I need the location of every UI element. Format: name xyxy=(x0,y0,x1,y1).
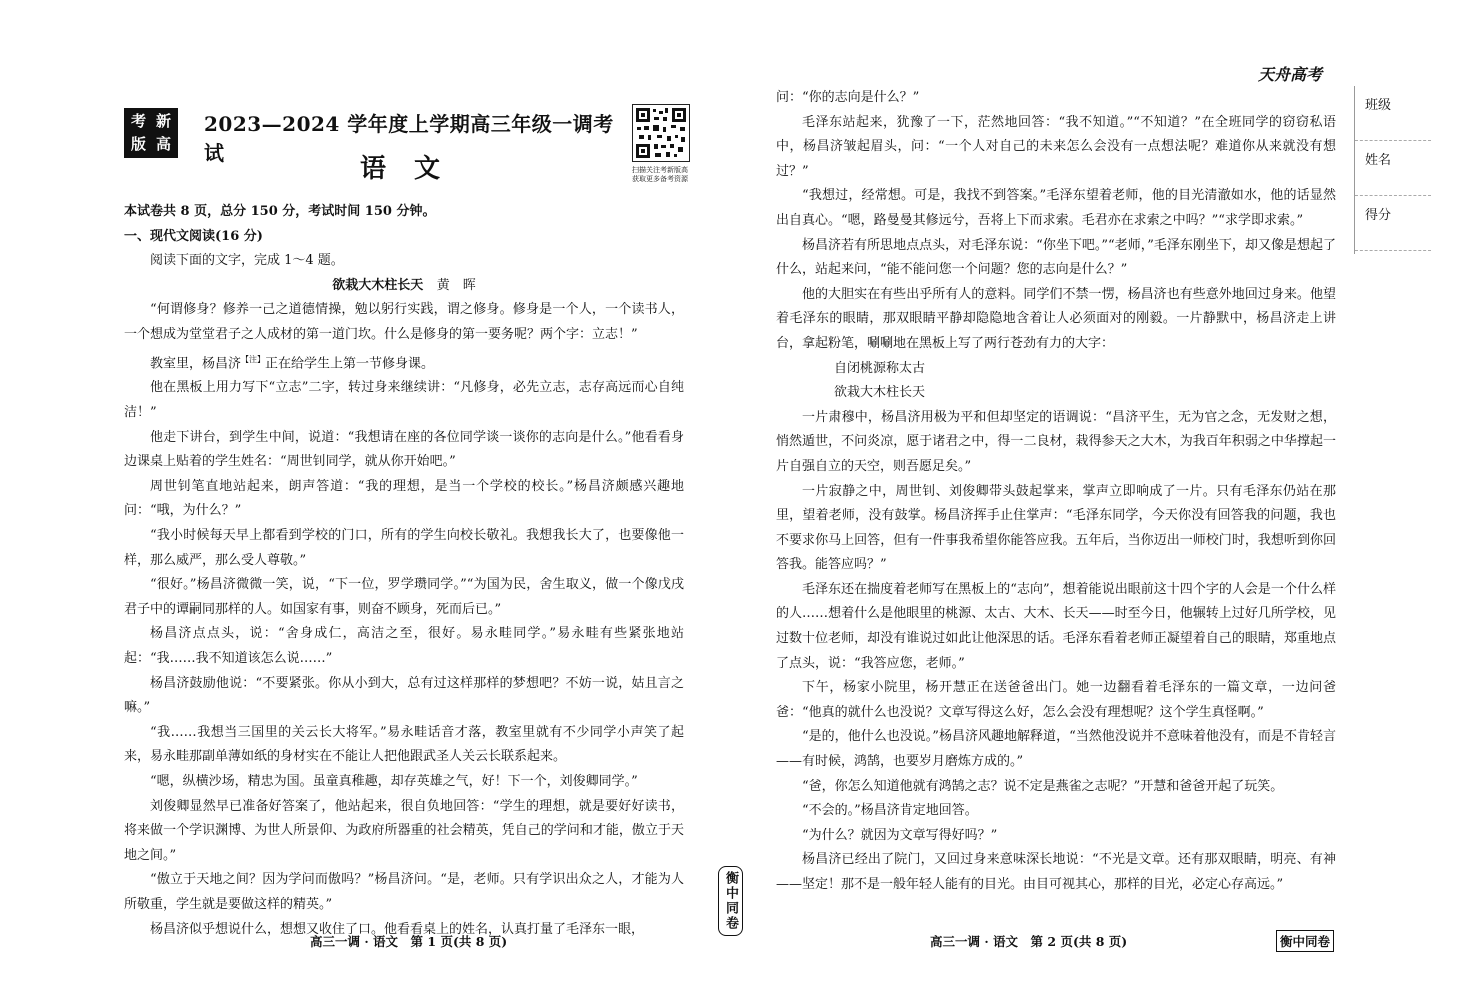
logo-char: 新 xyxy=(155,112,171,130)
class-label: 班级 xyxy=(1365,98,1392,113)
article-paragraph: 问：“你的志向是什么？” xyxy=(776,90,920,105)
article-paragraph: 下午，杨家小院里，杨开慧正在送爸爸出门。她一边翻看着毛泽东的一篇文章，一边问爸爸：“他真的就什么也没说？文章写得这么好，怎么会没有理想呢？这个学生真怪啊。” xyxy=(776,680,1336,720)
center-seal: 衡中同卷 xyxy=(718,866,743,936)
article-paragraph xyxy=(124,348,684,377)
footnote-marker[interactable]: 【注】 xyxy=(241,354,266,364)
score-field[interactable] xyxy=(1355,196,1431,251)
page-1-footer: 高三一调 · 语文 第 1 页(共 8 页) xyxy=(310,934,508,949)
name-field[interactable] xyxy=(1355,141,1431,196)
qr-caption: 获取更多备考资源 xyxy=(632,175,688,183)
qr-code-icon xyxy=(632,104,690,162)
name-label: 姓名 xyxy=(1365,153,1392,168)
qr-caption: 扫描关注考新版高 xyxy=(632,166,688,174)
article-paragraph: 杨昌济若有所思地点点头，对毛泽东说：“你坐下吧。”“老师，”毛泽东刚坐下，却又像是想起了什么，站起来问，“能不能问您一个问题？您的志向是什么？” xyxy=(776,237,1336,278)
article-paragraph: “很好。”杨昌济微微一笑，说，“下一位，罗学瓒同学。”“为国为民，舍生取义，做一个像戊戌君子中的谭嗣同那样的人。如国家有事，则奋不顾身，死而后已。” xyxy=(124,577,684,617)
article-paragraph: “是的，他什么也没说。”杨昌济风趣地解释道，“当然他没说并不意味着他没有，而是不肯轻言——有时候，鸿鹄，也要岁月磨炼方成的。” xyxy=(776,729,1336,770)
article-paragraph: 一片寂静之中，周世钊、刘俊卿带头鼓起掌来，掌声立即响成了一片。只有毛泽东仍站在那里，望着老师，没有鼓掌。杨昌济挥手止住掌声：“毛泽东同学，今天你没有回答我的问题，我也不要求你马上回答，但有一件事我希望你能答应我。五年后，当你迈出一师校门时，我想听到你回答我。能答应吗？” xyxy=(776,483,1336,573)
article-paragraph: “我小时候每天早上都看到学校的门口，所有的学生向校长敬礼。我想我长大了，也要像他一样，那么威严，那么受人尊敬。” xyxy=(124,528,684,568)
article-paragraph: 毛泽东站起来，犹豫了一下，茫然地回答：“我不知道。”“不知道？”在全班同学的窃窃私语中，杨昌济皱起眉头，问：“一个人对自己的未来怎么会没有一点想法呢？难道你从来就没有想过？” xyxy=(776,114,1336,179)
article-paragraph: “我……我想当三国里的关云长大将军。”易永畦话音才落，教室里就有不少同学小声笑了起来，易永畦那副单薄如纸的身材实在不能让人把他跟武圣人关云长联系起来。 xyxy=(124,724,684,765)
score-label: 得分 xyxy=(1365,208,1392,223)
article-paragraph: 杨昌济点点头，说：“舍身成仁，高洁之至，很好。易永畦同学。”易永畦有些紧张地站起：“我……我不知道该怎么说……” xyxy=(124,626,684,667)
article-paragraph: 刘俊卿显然早已准备好答案了，他站起来，很自负地回答：“学生的理想，就是要好好读书，将来做一个学识渊博、为世人所景仰、为政府所器重的社会精英，凭自己的学问和才能，傲立于天地之间。” xyxy=(124,798,684,863)
paragraph-text: 教室里，杨昌济 xyxy=(150,355,242,371)
page-1 xyxy=(124,200,684,942)
article-paragraph: “傲立于天地之间？因为学问而傲吗？”杨昌济问。“是，老师。只有学识出众之人，才能为人所敬重，学生就是要做这样的精英。” xyxy=(124,872,684,912)
article-paragraph: 一片肃穆中，杨昌济用极为平和但却坚定的语调说：“昌济平生，无为官之念，无发财之想，悄然遁世，不问炎凉，愿于诸君之中，得一二良材，栽得参天之大木，为我百年积弱之中华撑起一片自强自立的天空，则吾愿足矣。” xyxy=(776,409,1336,474)
article-paragraph: 毛泽东还在揣度着老师写在黑板上的“志向”，想着能说出眼前这十四个字的人会是一个什么样的人……想着什么是他眼里的桃源、太古、大木、长天——时至今日，他辗转上过好几所学校，见过数十位老师，却没有谁说过如此让他深思的话。毛泽东看着老师正凝望着自己的眼睛，郑重地点了点头，说：“我答应您，老师。” xyxy=(776,581,1336,671)
section-heading: 一、现代文阅读(16 分) xyxy=(124,228,263,244)
student-info-panel xyxy=(1354,86,1431,254)
page-2 xyxy=(776,86,1336,898)
poem-line: 欲栽大木柱长天 xyxy=(834,385,926,401)
article-paragraph: “不会的。”杨昌济肯定地回答。 xyxy=(802,803,978,819)
article-author: 黄 晖 xyxy=(436,277,476,293)
footer-stamp: 衡中同卷 xyxy=(1276,930,1334,952)
article-heading xyxy=(124,274,684,299)
logo-char: 高 xyxy=(155,135,171,153)
instruction: 阅读下面的文字，完成 1～4 题。 xyxy=(150,253,344,269)
article-paragraph: “爸，你怎么知道他就有鸿鹄之志？说不定是燕雀之志呢？”开慧和爸爸开起了玩笑。 xyxy=(802,778,1284,794)
article-paragraph: “嗯，纵横沙场，精忠为国。虽童真稚趣，却存英雄之气，好！下一个，刘俊卿同学。” xyxy=(150,773,638,789)
logo-char: 版 xyxy=(130,135,146,153)
article-paragraph: 杨昌济鼓励他说：“不要紧张。你从小到大，总有过这样那样的梦想吧？不妨一说，姑且言之嘛。” xyxy=(124,675,684,716)
subject-title: 语文 xyxy=(360,154,469,184)
poem-line: 自闭桃源称太古 xyxy=(834,360,926,376)
class-field[interactable] xyxy=(1355,86,1431,141)
article-paragraph: “我想过，经常想。可是，我找不到答案。”毛泽东望着老师，他的目光清澈如水，他的话显然出自真心。“嗯，路曼曼其修远兮，吾将上下而求索。毛君亦在求索之中吗？”“求学即求索。” xyxy=(776,188,1336,228)
exam-intro: 本试卷共 8 页，总分 150 分，考试时间 150 分钟。 xyxy=(124,204,436,219)
logo-char: 考 xyxy=(130,112,146,130)
brand-logo: 天舟高考 xyxy=(1258,65,1323,84)
article-paragraph: 他在黑板上用力写下“立志”二字，转过身来继续讲：“凡修身，必先立志，志存高远而心自纯洁！” xyxy=(124,380,684,421)
article-paragraph: 杨昌济已经出了院门，又回过身来意味深长地说：“不光是文章。还有那双眼睛，明亮、有神——坚定！那不是一般年轻人能有的目光。由目可视其心，那样的目光，必定心存高远。” xyxy=(776,852,1336,892)
article-paragraph: 他的大胆实在有些出乎所有人的意料。同学们不禁一愣，杨昌济也有些意外地回过身来。他望着毛泽东的眼睛，那双眼睛平静却隐隐地含着让人必须面对的刚毅。一片静默中，杨昌济走上讲台，拿起粉笔，唰唰地在黑板上写了两行苍劲有力的大字： xyxy=(776,286,1336,351)
article-paragraph: 他走下讲台，到学生中间，说道：“我想请在座的各位同学谈一谈你的志向是什么。”他看看身边课桌上贴着的学生姓名：“周世钊同学，就从你开始吧。” xyxy=(124,429,684,470)
article-paragraph: 周世钊笔直地站起来，朗声答道：“我的理想，是当一个学校的校长。”杨昌济颇感兴趣地问：“哦，为什么？” xyxy=(124,478,684,519)
page-2-footer: 高三一调 · 语文 第 2 页(共 8 页) xyxy=(930,934,1128,949)
exam-title: 2023—2024 学年度上学期高三年级一调考试 xyxy=(204,112,614,165)
qr-code-block xyxy=(632,104,688,184)
exam-logo xyxy=(124,108,178,158)
paragraph-text: 正在给学生上第一节修身课。 xyxy=(265,355,435,371)
article-paragraph: “何谓修身？修养一己之道德情操，勉以躬行实践，谓之修身。修身是一个人，一个读书人，一个想成为堂堂君子之人成材的第一道门坎。什么是修身的第一要务呢？两个字：立志！” xyxy=(124,302,684,342)
article-paragraph: “为什么？就因为文章写得好吗？” xyxy=(802,827,998,843)
article-paragraph: 杨昌济似乎想说什么，想想又收住了口。他看看桌上的姓名，认真打量了毛泽东一眼， xyxy=(150,921,645,937)
article-title: 欲栽大木柱长天 xyxy=(332,277,424,293)
